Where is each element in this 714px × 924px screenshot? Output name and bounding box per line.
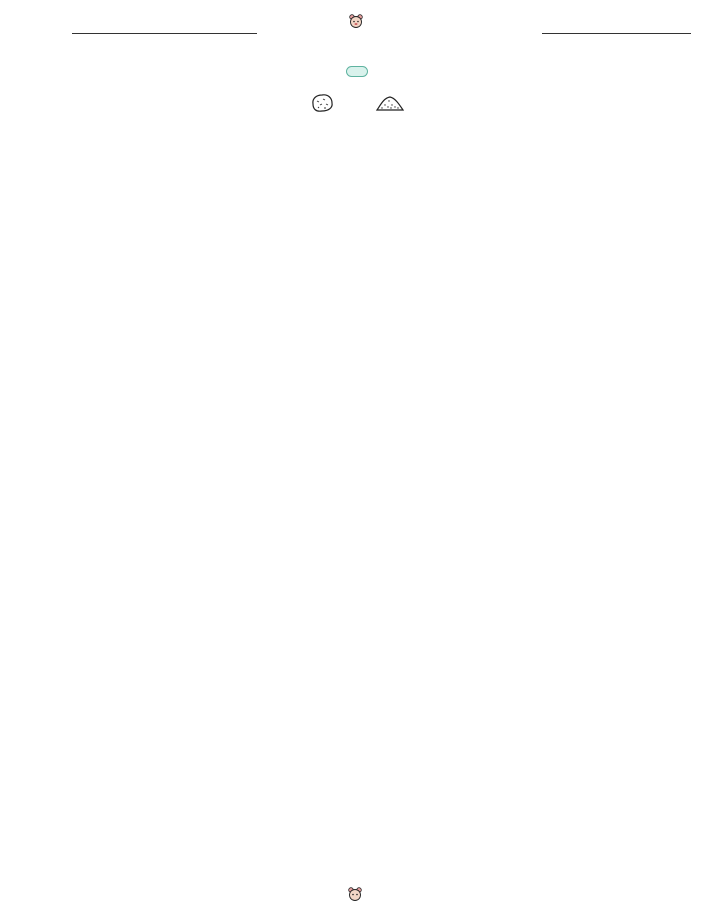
brand-logo [0,13,714,29]
rock-icon [309,92,335,114]
sand-pile-icon [375,93,405,113]
date-line[interactable] [542,33,691,34]
storypie-mascot-icon [347,886,363,902]
name-line[interactable] [72,33,257,34]
storypie-mascot-icon [348,13,364,29]
activity-badge [346,66,368,77]
footer [0,886,714,902]
